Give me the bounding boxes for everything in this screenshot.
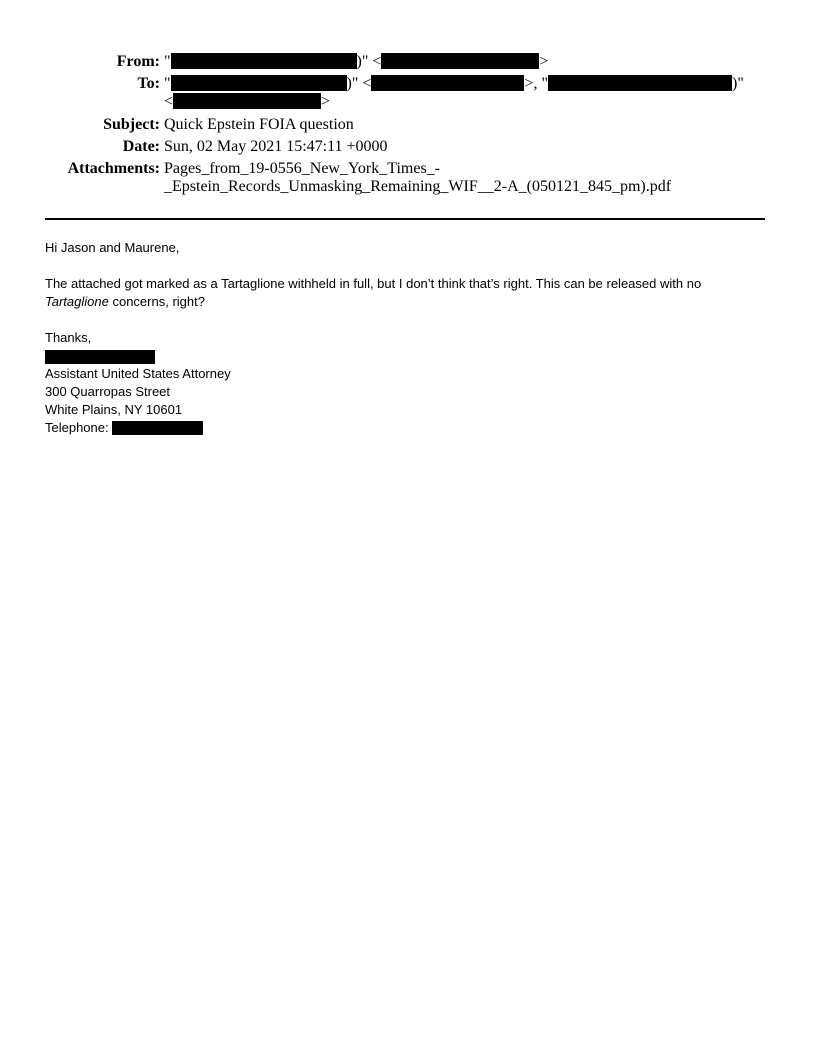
signature-phone-label: Telephone:: [45, 420, 113, 435]
paragraph-line2-rest: concerns, right?: [108, 294, 205, 309]
redaction-block: [381, 53, 539, 69]
redaction-block: [173, 93, 321, 109]
from-quote-open: ": [164, 53, 171, 70]
date-value: Sun, 02 May 2021 15:47:11 +0000: [164, 138, 388, 155]
to-close2: >: [321, 93, 331, 110]
from-close: >: [539, 53, 549, 70]
redaction-block: [371, 75, 524, 91]
to-label: To:: [137, 75, 160, 92]
to-separator: >, ": [524, 75, 548, 92]
from-quote-mid: )" <: [356, 53, 382, 70]
from-label: From:: [116, 53, 160, 70]
subject-label: Subject:: [103, 116, 160, 133]
paragraph-line1: The attached got marked as a Tartaglione withheld in full, but I don’t think that’s right. This can be released with no: [45, 276, 702, 291]
attachment-name-line1: Pages_from_19-0556_New_York_Times_-: [164, 160, 441, 177]
header-divider: [45, 218, 765, 220]
sign-off: Thanks,: [45, 330, 92, 345]
date-label: Date:: [122, 138, 160, 155]
subject-value: Quick Epstein FOIA question: [164, 116, 354, 133]
signature-address-line1: 300 Quarropas Street: [45, 384, 171, 399]
to-quote-end: )": [731, 75, 744, 92]
signature-address-line2: White Plains, NY 10601: [45, 402, 183, 417]
paragraph-line2: [45, 293, 205, 311]
to-open2: <: [164, 93, 174, 110]
phone-redaction: [112, 421, 203, 435]
signature-phone: [45, 419, 203, 437]
to-value: [164, 75, 744, 93]
greeting: Hi Jason and Maurene,: [45, 240, 180, 255]
redaction-block: [171, 75, 347, 91]
attachment-name-line2: _Epstein_Records_Unmasking_Remaining_WIF__2-A_(050121_845_pm).pdf: [164, 178, 672, 195]
redaction-block: [548, 75, 732, 91]
redaction-block: [171, 53, 357, 69]
to-value-cont: [164, 93, 330, 111]
from-value: [164, 53, 548, 71]
attachments-label: Attachments:: [67, 160, 160, 177]
signature-name-redaction: [45, 350, 155, 364]
to-quote-mid: )" <: [346, 75, 372, 92]
paragraph-italic: Tartaglione: [45, 294, 109, 309]
to-quote-open: ": [164, 75, 171, 92]
signature-title: Assistant United States Attorney: [45, 366, 231, 381]
